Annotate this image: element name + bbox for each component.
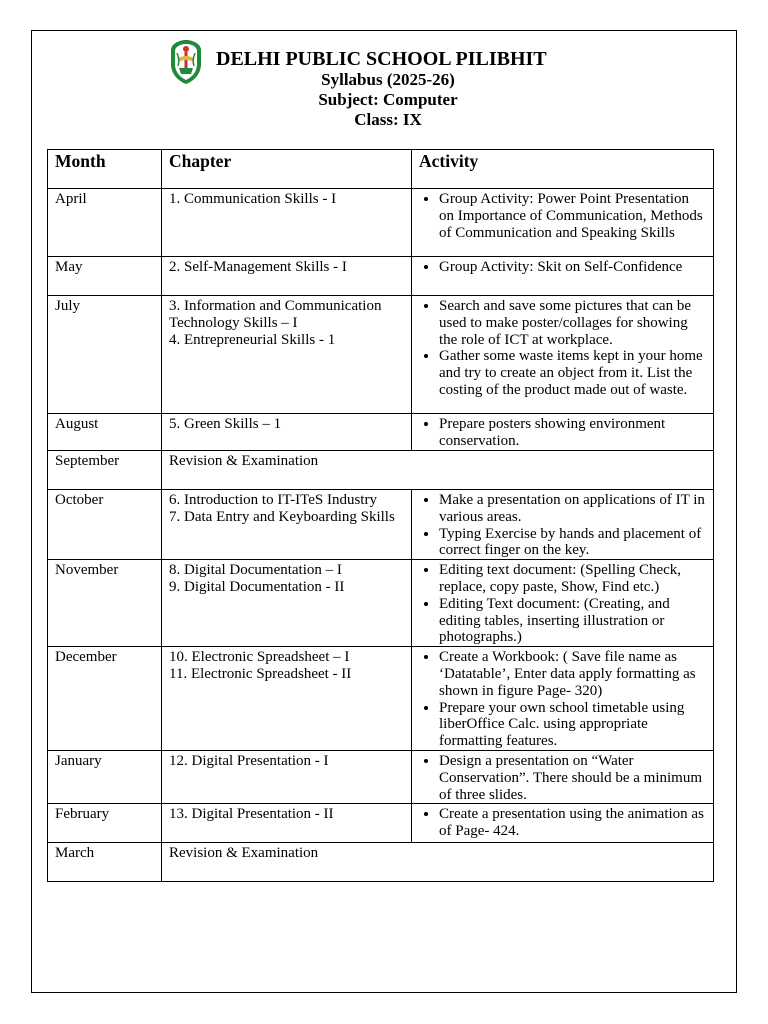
month-cell: April [48, 189, 162, 257]
month-cell: July [48, 296, 162, 414]
chapter-cell [162, 560, 412, 647]
chapter-item: 8. Digital Documentation – I [169, 562, 342, 579]
chapter-item: 2. Self-Management Skills - I [169, 259, 347, 275]
table-row [48, 843, 714, 882]
activity-item: • Prepare posters showing environment conservation. [439, 416, 706, 450]
chapter-cell [162, 750, 412, 803]
chapter-cell [162, 490, 412, 560]
chapter-header: Chapter [162, 150, 412, 189]
month-cell: March [48, 843, 162, 882]
activity-item: • Gather some waste items kept in your home and try to create an object from it. List the costing of the product made out of waste. [439, 348, 706, 398]
month-cell: February [48, 804, 162, 843]
month-cell: August [48, 414, 162, 451]
chapter-item: 13. Digital Presentation - II [169, 806, 334, 823]
activity-list [419, 753, 706, 803]
chapter-cell [162, 257, 412, 296]
chapter-item: 1. Communication Skills - I [169, 191, 337, 207]
merged-cell: Revision & Examination [162, 451, 714, 490]
chapter-item: 11. Electronic Spreadsheet - II [169, 665, 352, 682]
chapter-item: 7. Data Entry and Keyboarding Skills [169, 508, 395, 525]
chapter-item: 3. Information and Communication Technology Skills – I [169, 298, 382, 331]
chapter-item: 6. Introduction to IT-ITeS Industry [169, 492, 377, 508]
month-cell: January [48, 750, 162, 803]
activity-cell [412, 189, 714, 257]
table-row [48, 750, 714, 803]
chapter-item: 5. Green Skills – 1 [169, 416, 282, 432]
school-name: DELHI PUBLIC SCHOOL PILIBHIT [216, 48, 547, 70]
chapter-cell [162, 414, 412, 451]
syllabus-table [47, 149, 714, 882]
chapter-cell [162, 189, 412, 257]
activity-cell [412, 804, 714, 843]
activity-list [419, 492, 706, 559]
chapter-cell [162, 296, 412, 414]
activity-item: • Create a Workbook: ( Save file name as ‘Datatable’, Enter data apply formatting as shown in figure Page- 320) [439, 649, 706, 699]
table-row [48, 804, 714, 843]
activity-item: • Make a presentation on applications of IT in various areas. [439, 492, 706, 526]
table-row [48, 296, 714, 414]
activity-item: • Search and save some pictures that can be used to make poster/collages for showing the role of ICT at workplace. [439, 298, 706, 348]
month-cell: September [48, 451, 162, 490]
activity-list [419, 259, 706, 276]
month-header: Month [48, 150, 162, 189]
month-cell: December [48, 647, 162, 751]
table-row [48, 414, 714, 451]
merged-cell: Revision & Examination [162, 843, 714, 882]
class-line: Class: IX [354, 110, 422, 129]
chapter-item: 10. Electronic Spreadsheet – I [169, 649, 350, 666]
activity-cell [412, 490, 714, 560]
table-row [48, 560, 714, 647]
table-row [48, 189, 714, 257]
chapter-item: 9. Digital Documentation - II [169, 578, 345, 595]
activity-cell [412, 560, 714, 647]
activity-item: • Group Activity: Power Point Presentation on Importance of Communication, Methods of Communication and Speaking Skills [439, 191, 706, 241]
activity-cell [412, 296, 714, 414]
activity-cell [412, 647, 714, 751]
activity-cell [412, 257, 714, 296]
activity-list [419, 191, 706, 241]
activity-list [419, 562, 706, 646]
table-header-row [48, 150, 714, 189]
activity-item: • Prepare your own school timetable using liberOffice Calc. using appropriate formatting features. [439, 700, 706, 750]
activity-item: • Group Activity: Skit on Self-Confidence [439, 259, 706, 276]
activity-item: • Design a presentation on “Water Conservation”. There should be a minimum of three slides. [439, 753, 706, 803]
activity-item: • Editing Text document: (Creating, and editing tables, inserting illustration or photographs.) [439, 596, 706, 646]
table-row [48, 257, 714, 296]
month-cell: November [48, 560, 162, 647]
activity-cell [412, 414, 714, 451]
subject-line: Subject: Computer [318, 90, 458, 109]
activity-cell [412, 750, 714, 803]
chapter-cell [162, 804, 412, 843]
activity-list [419, 416, 706, 450]
activity-list [419, 298, 706, 399]
chapter-item: 4. Entrepreneurial Skills - 1 [169, 331, 336, 348]
month-cell: October [48, 490, 162, 560]
document-header [0, 38, 768, 134]
activity-list [419, 806, 706, 840]
month-cell: May [48, 257, 162, 296]
chapter-item: 12. Digital Presentation - I [169, 752, 329, 769]
table-row [48, 490, 714, 560]
activity-item: • Editing text document: (Spelling Check, replace, copy paste, Show, Find etc.) [439, 562, 706, 596]
syllabus-year: Syllabus (2025-26) [321, 70, 455, 89]
table-row [48, 647, 714, 751]
table-row [48, 451, 714, 490]
activity-item: • Create a presentation using the animation as of Page- 424. [439, 806, 706, 840]
chapter-cell [162, 647, 412, 751]
activity-header: Activity [412, 150, 714, 189]
activity-item: • Typing Exercise by hands and placement of correct finger on the key. [439, 526, 706, 560]
activity-list [419, 649, 706, 750]
